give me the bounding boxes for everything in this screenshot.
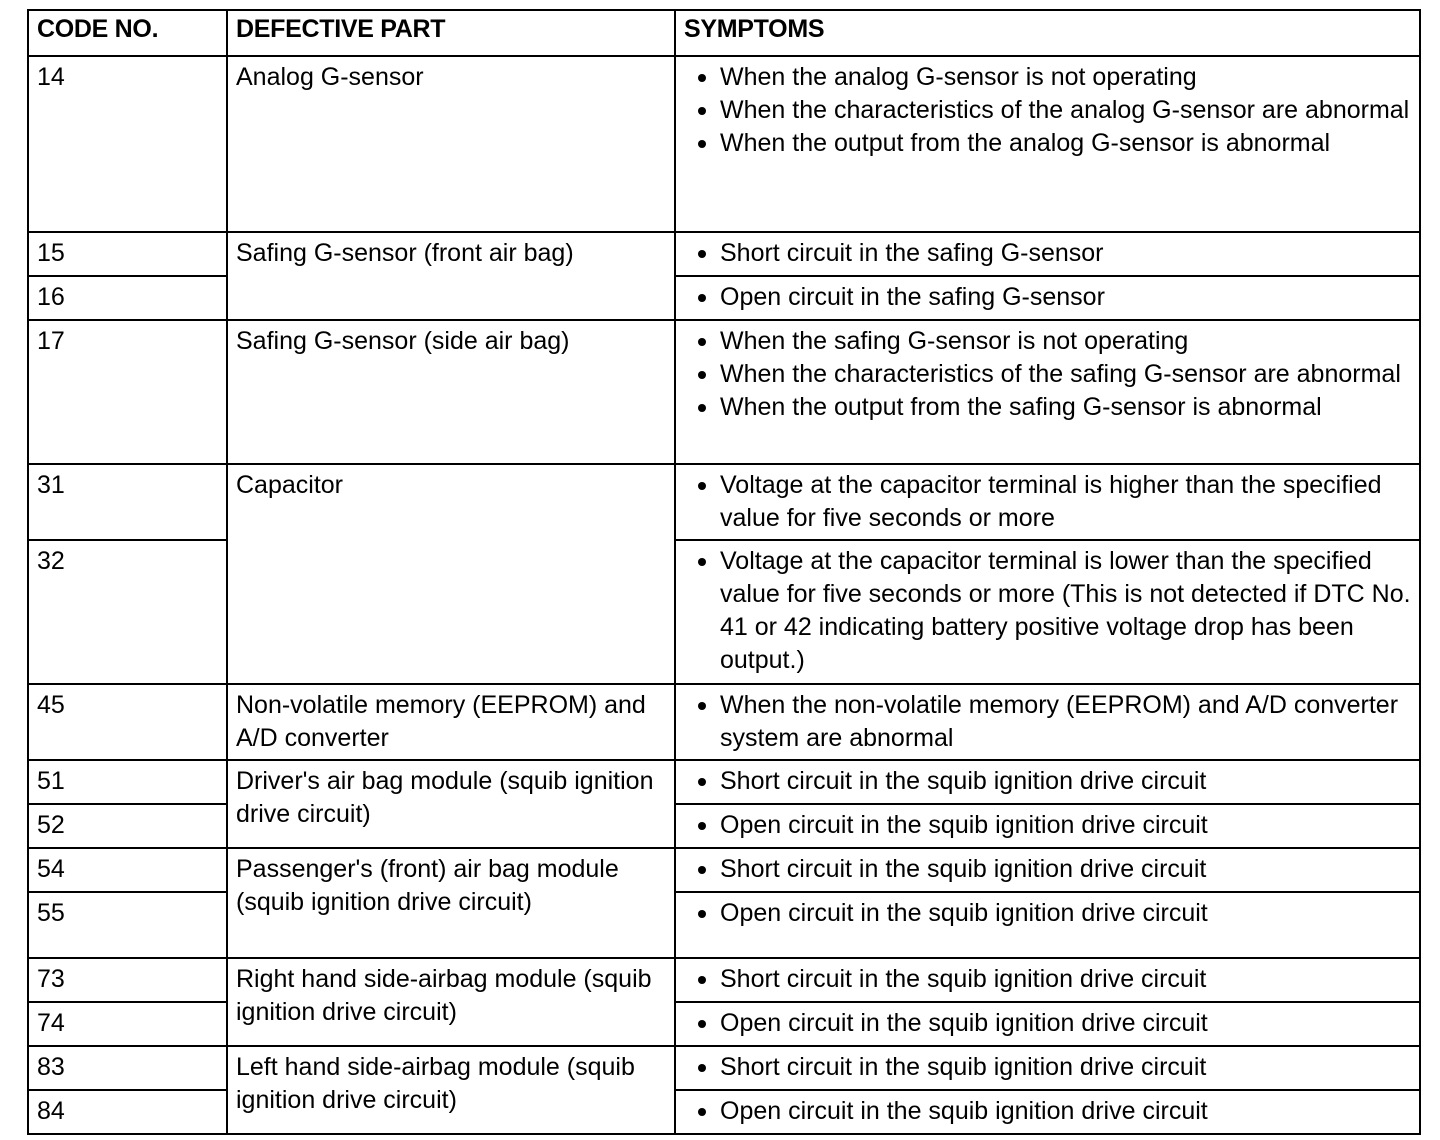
part-cell: Right hand side-airbag module (squib ignition drive circuit) <box>227 958 675 1046</box>
code-cell: 14 <box>28 56 227 232</box>
symptom-item: When the safing G-sensor is not operating <box>684 325 1411 358</box>
symptom-cell <box>675 892 1420 958</box>
symptom-item: When the output from the safing G-sensor is abnormal <box>684 391 1411 424</box>
part-cell: Non-volatile memory (EEPROM) and A/D converter <box>227 684 675 760</box>
table-row <box>28 760 1420 804</box>
symptom-item: Open circuit in the squib ignition drive circuit <box>684 897 1411 930</box>
symptom-cell <box>675 958 1420 1002</box>
table-row <box>28 56 1420 232</box>
code-cell: 16 <box>28 276 227 320</box>
symptom-item: Open circuit in the squib ignition drive circuit <box>684 1007 1411 1040</box>
dtc-table <box>27 9 1421 1135</box>
symptom-cell <box>675 276 1420 320</box>
code-cell: 17 <box>28 320 227 464</box>
header-symptoms: SYMPTOMS <box>675 10 1420 56</box>
part-cell: Safing G-sensor (side air bag) <box>227 320 675 464</box>
code-cell: 74 <box>28 1002 227 1046</box>
part-cell: Left hand side-airbag module (squib ignition drive circuit) <box>227 1046 675 1134</box>
symptom-item: Open circuit in the squib ignition drive circuit <box>684 809 1411 842</box>
header-part: DEFECTIVE PART <box>227 10 675 56</box>
symptom-item: Short circuit in the safing G-sensor <box>684 237 1411 270</box>
symptom-item: Open circuit in the safing G-sensor <box>684 281 1411 314</box>
symptom-item: Voltage at the capacitor terminal is higher than the specified value for five seconds or more <box>684 469 1411 535</box>
header-row <box>28 10 1420 56</box>
header-code: CODE NO. <box>28 10 227 56</box>
table-row <box>28 684 1420 760</box>
code-cell: 55 <box>28 892 227 958</box>
code-cell: 54 <box>28 848 227 892</box>
code-cell: 45 <box>28 684 227 760</box>
code-cell: 51 <box>28 760 227 804</box>
symptom-cell <box>675 56 1420 232</box>
table-row <box>28 320 1420 464</box>
symptom-item: Short circuit in the squib ignition drive circuit <box>684 853 1411 886</box>
symptom-cell <box>675 540 1420 684</box>
symptom-item: When the characteristics of the analog G-sensor are abnormal <box>684 94 1411 127</box>
symptom-cell <box>675 320 1420 464</box>
table-row <box>28 848 1420 892</box>
code-cell: 83 <box>28 1046 227 1090</box>
symptom-item: When the analog G-sensor is not operating <box>684 61 1411 94</box>
symptom-cell <box>675 232 1420 276</box>
symptom-item: Voltage at the capacitor terminal is lower than the specified value for five seconds or more (This is not detected if DTC No. 41 or 42 indicating battery positive voltage drop has been output.) <box>684 545 1411 677</box>
part-cell: Safing G-sensor (front air bag) <box>227 232 675 320</box>
symptom-cell <box>675 684 1420 760</box>
symptom-item: Short circuit in the squib ignition drive circuit <box>684 765 1411 798</box>
table-row <box>28 958 1420 1002</box>
symptom-cell <box>675 804 1420 848</box>
table-row <box>28 1046 1420 1090</box>
code-cell: 31 <box>28 464 227 540</box>
code-cell: 73 <box>28 958 227 1002</box>
part-cell: Analog G-sensor <box>227 56 675 232</box>
table-row <box>28 232 1420 276</box>
part-cell: Driver's air bag module (squib ignition drive circuit) <box>227 760 675 848</box>
symptom-item: When the characteristics of the safing G-sensor are abnormal <box>684 358 1411 391</box>
code-cell: 15 <box>28 232 227 276</box>
symptom-cell <box>675 848 1420 892</box>
symptom-item: Short circuit in the squib ignition drive circuit <box>684 963 1411 996</box>
part-cell: Capacitor <box>227 464 675 684</box>
table-row <box>28 464 1420 540</box>
symptom-cell <box>675 760 1420 804</box>
code-cell: 32 <box>28 540 227 684</box>
code-cell: 52 <box>28 804 227 848</box>
symptom-cell <box>675 1046 1420 1090</box>
symptom-cell <box>675 1002 1420 1046</box>
symptom-cell <box>675 464 1420 540</box>
symptom-item: When the output from the analog G-sensor is abnormal <box>684 127 1411 160</box>
part-cell: Passenger's (front) air bag module (squib ignition drive circuit) <box>227 848 675 958</box>
symptom-item: When the non-volatile memory (EEPROM) and A/D converter system are abnormal <box>684 689 1411 755</box>
symptom-cell <box>675 1090 1420 1134</box>
symptom-item: Open circuit in the squib ignition drive circuit <box>684 1095 1411 1128</box>
symptom-item: Short circuit in the squib ignition drive circuit <box>684 1051 1411 1084</box>
code-cell: 84 <box>28 1090 227 1134</box>
